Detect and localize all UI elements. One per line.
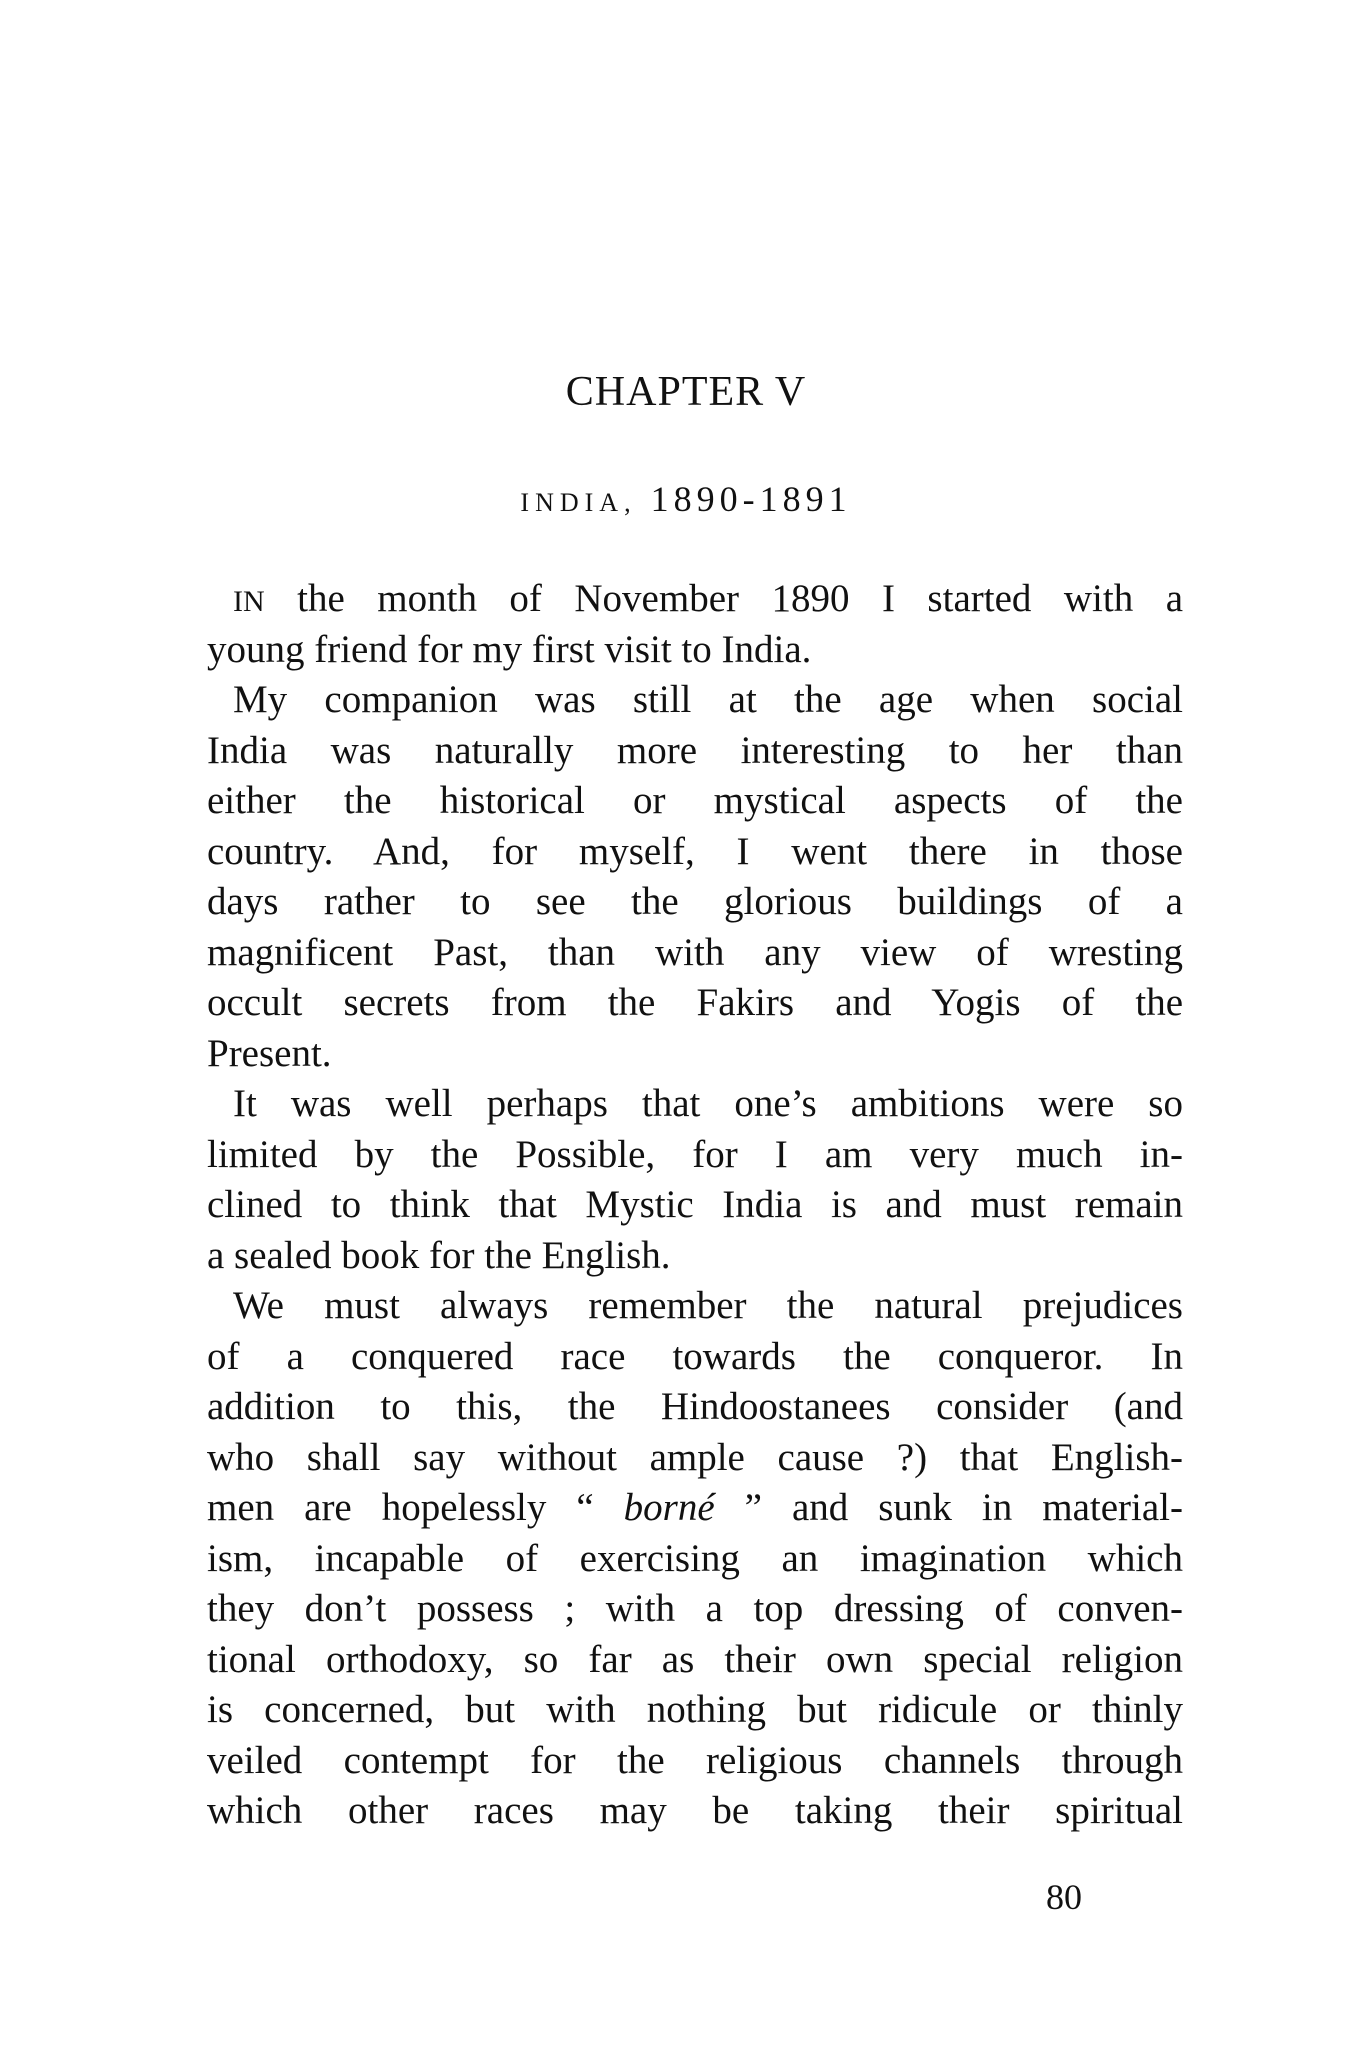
line-text: India was naturally more interesting to her than bbox=[207, 728, 1183, 772]
text-line bbox=[207, 1029, 1183, 1080]
text-line bbox=[207, 1130, 1183, 1181]
text-line bbox=[207, 574, 1183, 625]
text-line bbox=[207, 1635, 1183, 1686]
line-text: addition to this, the Hindoostanees consider (and bbox=[207, 1385, 1183, 1428]
line-text: limited by the Possible, for I am very much in- bbox=[207, 1132, 1183, 1176]
text-line bbox=[207, 1332, 1183, 1383]
text-line bbox=[207, 726, 1183, 777]
text-line bbox=[207, 1180, 1183, 1231]
line-text: clined to think that Mystic India is and must remain bbox=[207, 1183, 1183, 1226]
text-line bbox=[207, 1786, 1183, 1837]
text-line bbox=[207, 978, 1183, 1029]
line-text: days rather to see the glorious buildings of a bbox=[207, 880, 1183, 923]
text-line bbox=[207, 1281, 1183, 1332]
subtitle-years: 1890-1891 bbox=[650, 479, 852, 519]
line-text: men are hopelessly “ bbox=[207, 1486, 624, 1529]
line-text: either the historical or mystical aspects of the bbox=[207, 779, 1183, 822]
line-text: is concerned, but with nothing but ridicule or thinly bbox=[207, 1688, 1183, 1731]
line-text: tional orthodoxy, so far as their own special religion bbox=[207, 1637, 1183, 1681]
line-text: country. And, for myself, I went there in those bbox=[207, 829, 1183, 873]
text-line bbox=[207, 928, 1183, 979]
line-text: magnificent Past, than with any view of wresting bbox=[207, 930, 1183, 974]
line-text: ism, incapable of exercising an imagination which bbox=[207, 1536, 1183, 1580]
line-text: It was well perhaps that one’s ambitions were so bbox=[233, 1082, 1183, 1125]
text-line bbox=[207, 1382, 1183, 1433]
text-line bbox=[207, 1685, 1183, 1736]
text-line bbox=[207, 675, 1183, 726]
line-text: We must always remember the natural prejudices bbox=[233, 1284, 1183, 1327]
chapter-subtitle bbox=[0, 478, 1372, 520]
line-text: Present. bbox=[207, 1031, 332, 1075]
line-text: they don’t possess ; with a top dressing of conven- bbox=[207, 1587, 1183, 1630]
body-text bbox=[207, 574, 1183, 1837]
subtitle-place: INDIA, bbox=[520, 488, 637, 517]
page-number: 80 bbox=[1046, 1877, 1082, 1917]
line-text: My companion was still at the age when social bbox=[233, 678, 1183, 721]
line-text: of a conquered race towards the conqueror. In bbox=[207, 1334, 1183, 1378]
line-text: a sealed book for the English. bbox=[207, 1233, 671, 1277]
text-line bbox=[207, 827, 1183, 878]
text-line bbox=[207, 1483, 1183, 1534]
line-text: IN bbox=[233, 585, 265, 618]
text-line bbox=[207, 1079, 1183, 1130]
line-text: veiled contempt for the religious channels through bbox=[207, 1738, 1183, 1782]
line-text: who shall say without ample cause ?) that English- bbox=[207, 1435, 1183, 1479]
line-text: ” and sunk in material- bbox=[714, 1486, 1183, 1529]
line-text: occult secrets from the Fakirs and Yogis of the bbox=[207, 981, 1183, 1024]
text-line bbox=[207, 776, 1183, 827]
text-line bbox=[207, 1231, 1183, 1282]
text-line bbox=[207, 1534, 1183, 1585]
line-text: young friend for my first visit to India. bbox=[207, 627, 812, 671]
line-text: the month of November 1890 I started with a bbox=[264, 577, 1183, 620]
text-line bbox=[207, 877, 1183, 928]
chapter-title: CHAPTER V bbox=[565, 369, 807, 415]
line-text: which other races may be taking their spiritual bbox=[207, 1789, 1183, 1832]
text-line bbox=[207, 1584, 1183, 1635]
italic-word: borné bbox=[623, 1486, 715, 1529]
text-line bbox=[207, 1433, 1183, 1484]
text-line bbox=[207, 1736, 1183, 1787]
text-line bbox=[207, 625, 1183, 676]
